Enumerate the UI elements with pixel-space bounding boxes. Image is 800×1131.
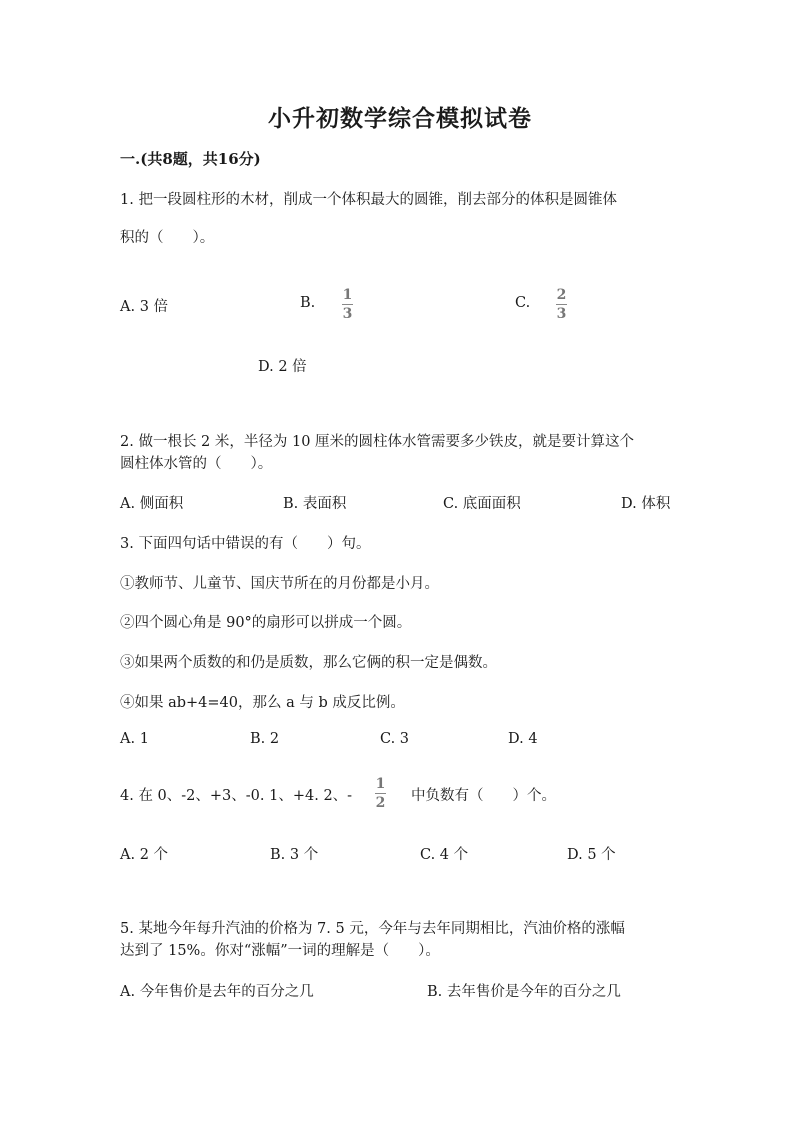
section-heading: 一.(共8题，共16分)	[120, 150, 261, 168]
q3-option-b: B. 2	[250, 731, 280, 747]
q2-stem-line1: 2. 做一根长 2 米，半径为 10 厘米的圆柱体水管需要多少铁皮，就是要计算这个	[120, 434, 635, 450]
q3-option-a: A. 1	[120, 731, 149, 747]
q1-b-numerator: 1	[342, 287, 353, 303]
q3-option-c: C. 3	[380, 731, 410, 747]
q5-stem-line1: 5. 某地今年每升汽油的价格为 7. 5 元，今年与去年同期相比，汽油价格的涨幅	[120, 921, 625, 937]
q2-stem-line2: 圆柱体水管的（ ）。	[120, 456, 273, 472]
fraction-bar	[342, 304, 353, 305]
q1-stem-line1: 1. 把一段圆柱形的木材，削成一个体积最大的圆锥，削去部分的体积是圆锥体	[120, 192, 617, 208]
q4-fraction	[375, 777, 386, 811]
q3-option-d: D. 4	[508, 731, 538, 747]
q1-option-d: D. 2 倍	[258, 359, 307, 375]
q3-statement-1: ①教师节、儿童节、国庆节所在的月份都是小月。	[120, 576, 439, 592]
q2-option-c: C. 底面面积	[443, 496, 521, 512]
q1-c-numerator: 2	[556, 287, 567, 303]
q1-stem-line2: 积的（ ）。	[120, 230, 215, 246]
q3-statement-2: ②四个圆心角是 90°的扇形可以拼成一个圆。	[120, 615, 412, 631]
q5-option-b: B. 去年售价是今年的百分之几	[427, 984, 621, 1000]
q1-option-a: A. 3 倍	[120, 299, 169, 315]
q1-option-c-fraction	[556, 288, 567, 322]
q3-statement-3: ③如果两个质数的和仍是质数，那么它俩的积一定是偶数。	[120, 655, 497, 671]
q1-b-denominator: 3	[342, 306, 353, 322]
q2-option-d: D. 体积	[621, 496, 671, 512]
q4-stem-prefix: 4. 在 0、-2、+3、-0. 1、+4. 2、-	[120, 788, 353, 804]
q5-option-a: A. 今年售价是去年的百分之几	[120, 984, 314, 1000]
q4-option-d: D. 5 个	[567, 847, 616, 863]
q5-stem-line2: 达到了 15%。你对“涨幅”一词的理解是（ ）。	[120, 943, 440, 959]
q4-option-a: A. 2 个	[120, 847, 169, 863]
q4-numerator: 1	[375, 776, 386, 792]
q3-statement-4: ④如果 ab+4=40，那么 a 与 b 成反比例。	[120, 695, 405, 711]
page-title: 小升初数学综合模拟试卷	[268, 105, 532, 132]
q1-option-c-label: C.	[515, 295, 531, 311]
q2-option-b: B. 表面积	[283, 496, 347, 512]
q1-c-denominator: 3	[556, 306, 567, 322]
q1-option-b-fraction	[342, 288, 353, 322]
q1-option-b-label: B.	[300, 295, 316, 311]
fraction-bar	[375, 793, 386, 794]
q4-denominator: 2	[375, 795, 386, 811]
q3-stem: 3. 下面四句话中错误的有（ ）句。	[120, 536, 371, 552]
fraction-bar	[556, 304, 567, 305]
q4-option-c: C. 4 个	[420, 847, 469, 863]
q4-stem-suffix: 中负数有（ ）个。	[411, 788, 556, 804]
q2-option-a: A. 侧面积	[120, 496, 184, 512]
q4-option-b: B. 3 个	[270, 847, 319, 863]
